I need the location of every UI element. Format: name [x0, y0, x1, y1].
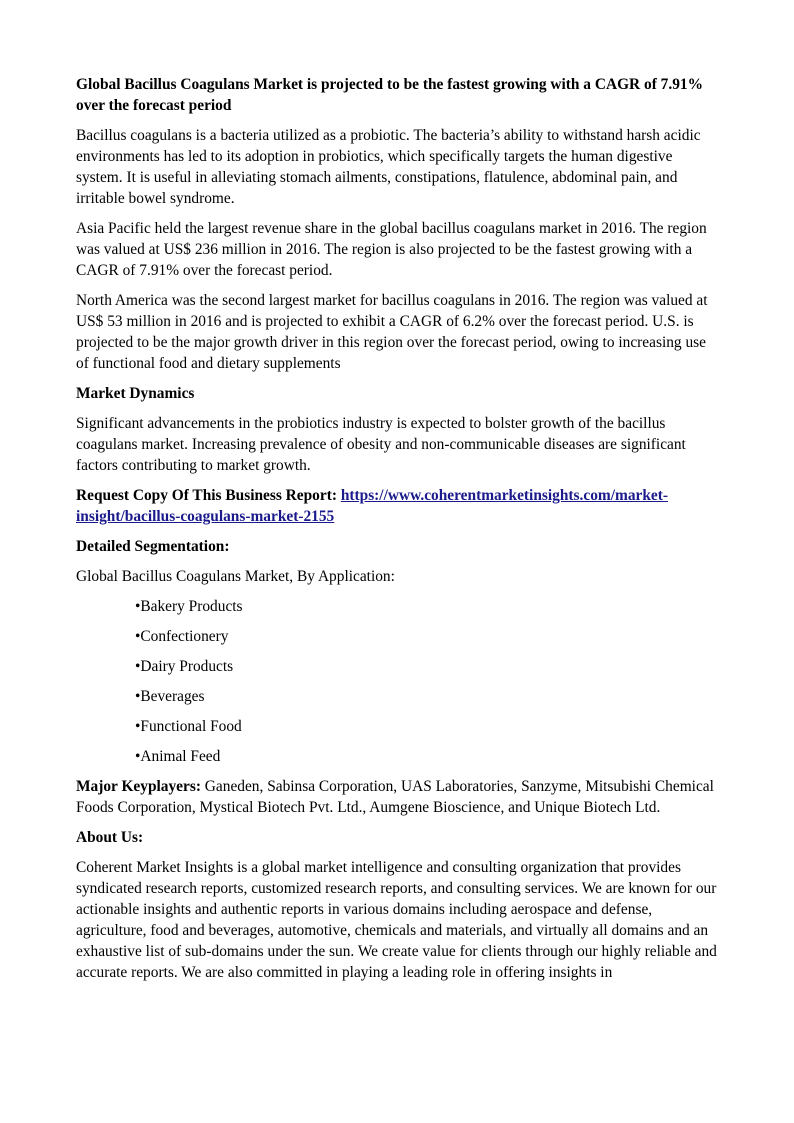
by-application-label: Global Bacillus Coagulans Market, By Application: — [76, 568, 395, 585]
market-dynamics-paragraph: Significant advancements in the probiotics industry is expected to bolster growth of the bacillus coagulans market. Increasing prevalence of obesity and non-communicable diseases are significant factors contributing to market growth. — [76, 415, 686, 474]
segmentation-heading: Detailed Segmentation: — [76, 538, 230, 555]
application-list — [76, 596, 722, 767]
keyplayers-label: Major Keyplayers: — [76, 778, 201, 795]
keyplayers-text: Ganeden, Sabinsa Corporation, UAS Laboratories, Sanzyme, Mitsubishi Chemical Foods Corporation, Mystical Biotech Pvt. Ltd., Aumgene Bioscience, and Unique Biotech Ltd. — [76, 778, 714, 816]
keyplayers-paragraph — [76, 776, 722, 818]
list-item: •Animal Feed — [135, 748, 221, 765]
list-item: •Bakery Products — [135, 598, 243, 615]
about-paragraph: Coherent Market Insights is a global market intelligence and consulting organization that provides syndicated research reports, customized research reports, and consulting services. We are known for our actionable insights and authentic reports in various domains including aerospace and defense, agriculture, food and beverages, automotive, chemicals and materials, and virtually all domains and an exhaustive list of sub-domains under the sun. We create value for clients through our highly reliable and accurate reports. We are also committed in playing a leading role in offering insights in — [76, 859, 717, 981]
asia-pacific-paragraph: Asia Pacific held the largest revenue share in the global bacillus coagulans market in 2016. The region was valued at US$ 236 million in 2016. The region is also projected to be the fastest growing with a CAGR of 7.91% over the forecast period. — [76, 220, 707, 279]
list-item: •Functional Food — [135, 718, 242, 735]
report-link[interactable]: https://www.coherentmarketinsights.com/market-insight/bacillus-coagulans-market-2155 — [76, 487, 668, 525]
list-item: •Dairy Products — [135, 658, 234, 675]
document-title: Global Bacillus Coagulans Market is projected to be the fastest growing with a CAGR of 7.91% over the forecast period — [76, 76, 704, 114]
north-america-paragraph: North America was the second largest market for bacillus coagulans in 2016. The region was valued at US$ 53 million in 2016 and is projected to exhibit a CAGR of 6.2% over the forecast period. U.S. is projected to be the major growth driver in this region over the forecast period, owing to increasing use of functional food and dietary supplements — [76, 292, 708, 372]
about-heading: About Us: — [76, 829, 144, 846]
list-item: •Beverages — [135, 688, 205, 705]
request-copy-label: Request Copy Of This Business Report: — [76, 487, 337, 504]
intro-paragraph: Bacillus coagulans is a bacteria utilized as a probiotic. The bacteria’s ability to withstand harsh acidic environments has led to its adoption in probiotics, which specifically targets the human digestive system. It is useful in alleviating stomach ailments, constipations, flatulence, abdominal pain, and irritable bowel syndrome. — [76, 127, 701, 207]
document-page — [76, 74, 722, 992]
market-dynamics-heading: Market Dynamics — [76, 385, 195, 402]
request-copy-line — [76, 485, 722, 527]
list-item: •Confectionery — [135, 628, 229, 645]
